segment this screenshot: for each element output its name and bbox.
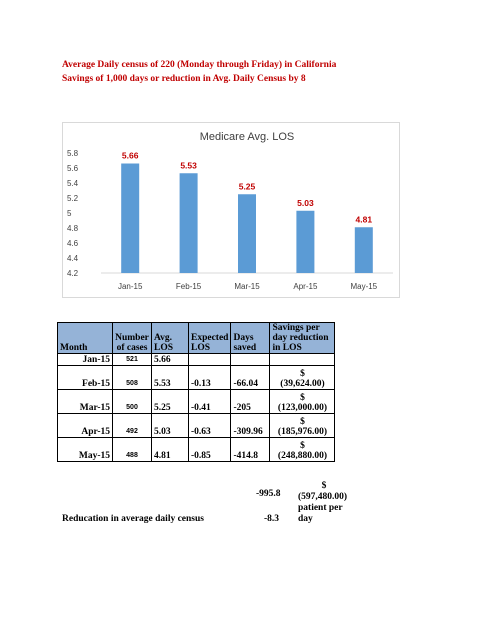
y-tick-label: 5 [67, 209, 72, 218]
cell-days-saved: -205 [231, 390, 270, 414]
savings-value: (39,624.00) [280, 379, 325, 389]
cell-expected-los: -0.63 [189, 414, 231, 438]
header-savings-line-3: in LOS [272, 343, 302, 353]
cell-days-saved [231, 354, 270, 366]
cell-avg-los: 5.53 [152, 366, 189, 390]
header-cases [113, 323, 152, 354]
data-label: 4.81 [355, 214, 373, 225]
chart-title: Medicare Avg. LOS [199, 131, 295, 143]
table-header-row [58, 323, 335, 354]
los-table [57, 322, 335, 462]
total-savings-sign: $ [321, 481, 327, 491]
data-label: 5.66 [121, 150, 139, 161]
cell-expected-los: -0.85 [189, 438, 231, 462]
reduction-label: Reducation in average daily census [62, 514, 204, 524]
total-savings-note-2: day [298, 514, 313, 524]
y-tick-label: 5.8 [67, 149, 79, 158]
x-tick-label: Mar-15 [234, 282, 260, 291]
table-row [58, 366, 335, 390]
cell-month: May-15 [58, 438, 113, 462]
header-avg-los [152, 323, 189, 354]
bar [121, 164, 139, 274]
cell-savings [270, 414, 335, 438]
data-label: 5.03 [297, 197, 314, 208]
cell-cases: 500 [113, 390, 152, 414]
x-tick-label: Jan-15 [117, 282, 143, 291]
cell-cases: 508 [113, 366, 152, 390]
cell-savings [270, 390, 335, 414]
y-tick-label: 4.8 [67, 224, 79, 233]
header-avg-line-1: Avg. [154, 333, 173, 343]
cell-days-saved: -309.96 [231, 414, 270, 438]
cell-expected-los: -0.13 [189, 366, 231, 390]
header-expected-line-2: LOS [191, 343, 211, 353]
cell-cases: 492 [113, 414, 152, 438]
cell-days-saved: -66.04 [231, 366, 270, 390]
x-tick-label: May-15 [350, 282, 378, 291]
header-cases-line-1: Number [115, 333, 149, 343]
savings-sign: $ [300, 369, 305, 379]
cell-expected-los: -0.41 [189, 390, 231, 414]
header-days-line-1: Days [233, 333, 254, 343]
cell-cases: 488 [113, 438, 152, 462]
cell-savings [270, 438, 335, 462]
savings-value: (248,880.00) [277, 451, 327, 461]
cell-days-saved: -414.8 [231, 438, 270, 462]
cell-savings [270, 354, 335, 366]
header-cases-line-2: of cases [116, 343, 148, 353]
cell-savings [270, 366, 335, 390]
cell-month: Feb-15 [58, 366, 113, 390]
header-month [58, 323, 113, 354]
table-row [58, 354, 335, 366]
cell-avg-los: 5.25 [152, 390, 189, 414]
y-tick-label: 5.6 [67, 164, 79, 173]
total-savings-value: (597,480.00) [298, 492, 348, 502]
cell-avg-los: 5.03 [152, 414, 189, 438]
bar [296, 211, 314, 273]
table-row [58, 414, 335, 438]
savings-sign: $ [300, 441, 305, 451]
cell-cases: 521 [113, 354, 152, 366]
table-row [58, 438, 335, 462]
bar [238, 194, 256, 273]
cell-month: Jan-15 [58, 354, 113, 366]
total-savings-note-1: patient per [298, 503, 343, 513]
header-avg-line-2: LOS [154, 343, 174, 353]
header-savings [270, 323, 335, 354]
y-tick-label: 4.6 [67, 239, 79, 248]
savings-sign: $ [300, 393, 305, 403]
heading-line-1: Average Daily census of 220 (Monday through Friday) in California [62, 60, 337, 70]
total-days-saved: -995.8 [256, 489, 281, 499]
header-month-label: Month [60, 343, 88, 353]
cell-month: Apr-15 [58, 414, 113, 438]
bar [355, 227, 373, 273]
header-savings-line-2: day reduction [272, 333, 329, 343]
savings-value: (185,976.00) [277, 427, 327, 437]
header-savings-line-1: Savings per [272, 323, 320, 333]
header-days-saved [231, 323, 270, 354]
heading-line-2: Savings of 1,000 days or reduction in Avg. Daily Census by 8 [62, 74, 306, 84]
bar-chart [63, 123, 399, 297]
data-label: 5.53 [180, 160, 197, 171]
table-row [58, 390, 335, 414]
y-tick-label: 5.4 [67, 179, 79, 188]
cell-expected-los [189, 354, 231, 366]
y-tick-label: 4.4 [67, 254, 79, 263]
cell-avg-los: 5.66 [152, 354, 189, 366]
header-days-line-2: saved [233, 343, 257, 353]
y-tick-label: 4.2 [67, 269, 79, 278]
chart-container [62, 122, 400, 298]
bar [180, 173, 198, 273]
x-tick-label: Feb-15 [175, 282, 202, 291]
x-tick-label: Apr-15 [293, 282, 318, 291]
cell-month: Mar-15 [58, 390, 113, 414]
header-expected-line-1: Expected [191, 333, 229, 343]
y-tick-label: 5.2 [67, 194, 79, 203]
savings-value: (123,000.00) [277, 403, 327, 413]
data-label: 5.25 [238, 181, 256, 192]
header-expected-los [189, 323, 231, 354]
cell-avg-los: 4.81 [152, 438, 189, 462]
savings-sign: $ [300, 417, 305, 427]
reduction-value: -8.3 [264, 514, 280, 524]
